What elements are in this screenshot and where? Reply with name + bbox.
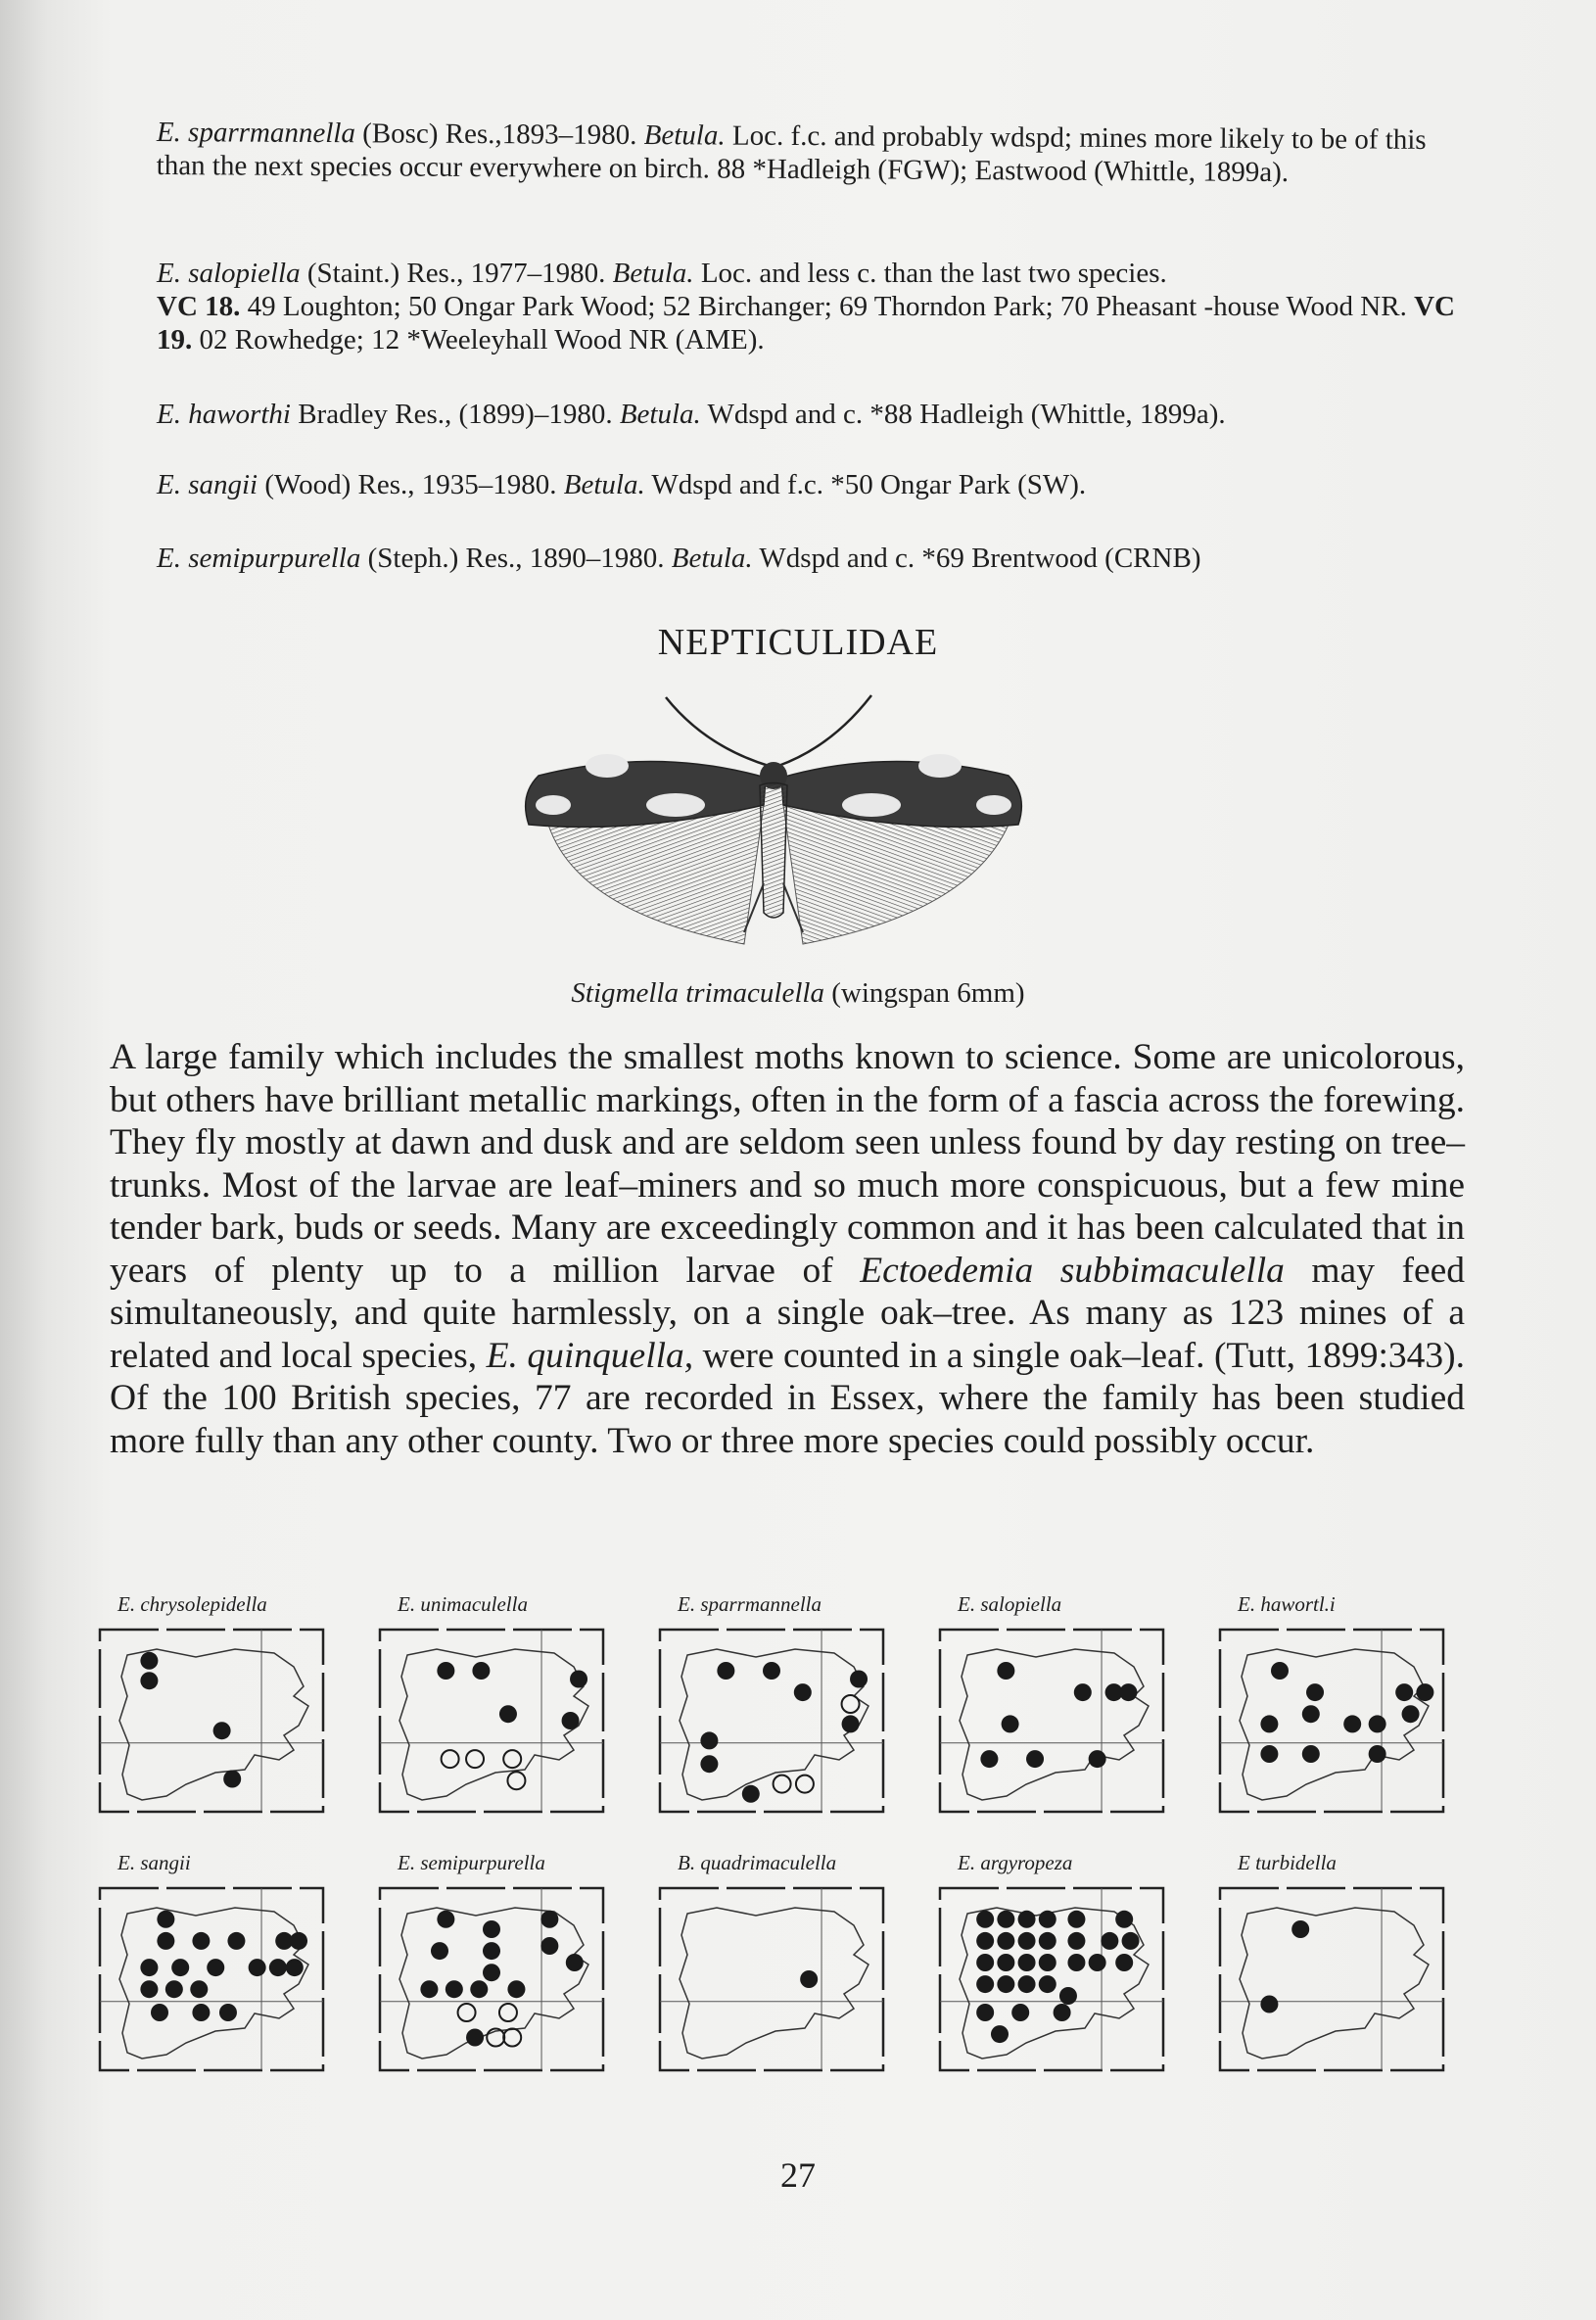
figure-caption (0, 977, 1596, 1010)
record-dot-filled (213, 1722, 231, 1739)
record-dot-filled (976, 2004, 994, 2021)
essex-map (1218, 1628, 1445, 1814)
record-dot-filled (1054, 2004, 1071, 2021)
foodplant: Betula. (643, 119, 726, 152)
map-label: B. quadrimaculella (678, 1851, 837, 1874)
record-dot-filled (223, 1771, 241, 1788)
foodplant: Betula. (619, 399, 701, 430)
record-dot-open (774, 1776, 791, 1793)
record-dot-filled (997, 1932, 1014, 1950)
record-dot-filled (1074, 1683, 1092, 1701)
record-dot-filled (570, 1671, 587, 1688)
county-outline (1240, 1908, 1429, 2059)
record-dot-filled (1302, 1745, 1320, 1763)
vc18-label: VC 18. (157, 291, 241, 322)
record-dot-filled (190, 1980, 208, 1998)
record-dot-filled (850, 1671, 868, 1688)
record-dot-filled (763, 1662, 780, 1680)
distribution-map (98, 1592, 333, 1837)
record-dot-filled (151, 2004, 168, 2021)
record-dot-filled (1018, 1932, 1036, 1950)
caption-species: Stigmella trimaculella (571, 977, 824, 1009)
record-dot-filled (446, 1980, 463, 1998)
entry-text: Bradley Res., (1899)–1980. (290, 399, 620, 430)
species-name: E. haworthi (157, 399, 291, 430)
moth-illustration (460, 687, 1087, 981)
record-dot-filled (470, 1980, 488, 1998)
record-dot-filled (742, 1785, 760, 1803)
record-dot-filled (1039, 1954, 1056, 1971)
record-dot-filled (1395, 1683, 1413, 1701)
foodplant: Betula. (563, 469, 645, 500)
county-outline (680, 1908, 868, 2059)
essex-map (98, 1886, 325, 2072)
entry-rest: Loc. f.c. and probably wdspd; mines more likely to be of this than the next species occur everywhere on birch. 88 *Hadleigh (FGW); Eastwood (Whittle, 1899a). (156, 119, 1427, 189)
record-dot-filled (976, 1954, 994, 1971)
map-frame (100, 1630, 323, 1812)
record-dot-filled (1067, 1932, 1085, 1950)
record-dot-filled (1302, 1705, 1320, 1723)
record-dot-filled (483, 1942, 500, 1960)
caption-text: (wingspan 6mm) (823, 977, 1025, 1009)
record-dot-open (507, 1772, 525, 1789)
record-dot-filled (249, 1959, 266, 1976)
record-dot-filled (290, 1932, 307, 1950)
distribution-map (938, 1592, 1173, 1837)
record-dot-filled (1067, 1911, 1085, 1928)
intro-text-3: were counted in a single oak–leaf. (Tutt, 1899:343). Of the 100 British species, 77 are recorded in Essex, where the family has been studied more fully than any other county. Two or three more species could possibly occur. (110, 1335, 1465, 1461)
record-dot-filled (192, 2004, 210, 2021)
record-dot-filled (997, 1911, 1014, 1928)
record-dot-filled (1039, 1975, 1056, 1993)
entry-rest: Wdspd and c. *69 Brentwood (CRNB) (752, 543, 1201, 574)
record-dot-open (499, 2004, 517, 2021)
record-dot-filled (1002, 1715, 1019, 1732)
county-outline (119, 1649, 308, 1800)
record-dot-filled (207, 1959, 224, 1976)
entry-text: (Bosc) Res.,1893–1980. (354, 118, 644, 152)
record-dot-filled (991, 2025, 1009, 2043)
species-name: E. sparrmannella (156, 116, 355, 150)
map-label: E. semipurpurella (398, 1851, 545, 1874)
record-dot-filled (1067, 1954, 1085, 1971)
vc19-label: VC 19. (157, 291, 1455, 355)
record-dot-filled (980, 1750, 998, 1768)
record-dot-filled (140, 1980, 158, 1998)
record-dot-filled (1101, 1932, 1118, 1950)
record-dot-filled (466, 2029, 484, 2047)
page-number: 27 (780, 2155, 816, 2195)
record-dot-filled (1115, 1911, 1133, 1928)
record-dot-filled (1260, 1996, 1278, 2013)
record-dot-filled (171, 1959, 189, 1976)
record-dot-filled (1260, 1745, 1278, 1763)
record-dot-filled (227, 1932, 245, 1950)
record-dot-filled (140, 1672, 158, 1689)
distribution-map (938, 1851, 1173, 2096)
record-dot-open (796, 1776, 814, 1793)
record-dot-open (458, 2004, 476, 2021)
entry-text: (Steph.) Res., 1890–1980. (360, 543, 672, 574)
record-dot-filled (794, 1683, 812, 1701)
record-dot-filled (140, 1652, 158, 1670)
essex-map (378, 1886, 605, 2072)
record-dot-filled (1306, 1683, 1324, 1701)
distribution-map (658, 1851, 893, 2096)
record-dot-filled (997, 1975, 1014, 1993)
entry-rest: Loc. and less c. than the last two species. (693, 258, 1167, 289)
record-dot-filled (472, 1662, 490, 1680)
map-label: E. hawortl.i (1238, 1592, 1336, 1616)
distribution-map (658, 1592, 893, 1837)
distribution-map (1218, 1851, 1453, 2096)
record-dot-filled (1059, 1987, 1077, 2005)
family-heading: NEPTICULIDAE (657, 622, 939, 663)
record-dot-filled (800, 1970, 818, 1988)
foodplant: Betula. (612, 258, 694, 289)
map-label: E turbidella (1238, 1851, 1337, 1874)
essex-map (658, 1628, 885, 1814)
record-dot-filled (1039, 1932, 1056, 1950)
species-name: E. semipurpurella (157, 543, 361, 574)
intro-text-2: may feed simultaneously, and quite harmlessly, on a single oak–tree. As many as 123 mines of a related and local species, (110, 1250, 1465, 1376)
record-dot-filled (717, 1662, 734, 1680)
distribution-map (378, 1851, 613, 2096)
record-dot-filled (157, 1911, 174, 1928)
entry-sangii (157, 468, 1469, 501)
essex-map (658, 1886, 885, 2072)
record-dot-open (842, 1695, 860, 1713)
county-outline (960, 1649, 1149, 1800)
entry-semipurpurella (157, 542, 1469, 575)
record-dot-open (503, 2029, 521, 2047)
record-dot-filled (1089, 1750, 1106, 1768)
intro-paragraph (110, 1036, 1465, 1462)
record-dot-filled (1416, 1683, 1433, 1701)
record-dot-filled (165, 1980, 183, 1998)
record-dot-filled (976, 1932, 994, 1950)
intro-species-2: E. quinquella, (486, 1335, 694, 1376)
map-label: E. unimaculella (398, 1592, 528, 1616)
entry-text: (Staint.) Res., 1977–1980. (300, 258, 613, 289)
record-dot-filled (562, 1712, 580, 1729)
record-dot-filled (1011, 2004, 1029, 2021)
record-dot-filled (1369, 1715, 1386, 1732)
species-name: E. salopiella (157, 258, 301, 289)
record-dot-filled (842, 1715, 860, 1732)
record-dot-filled (1402, 1705, 1420, 1723)
record-dot-filled (140, 1959, 158, 1976)
essex-map (1218, 1886, 1445, 2072)
record-dot-filled (286, 1959, 304, 1976)
vc18-text: 49 Loughton; 50 Ongar Park Wood; 52 Birchanger; 69 Thorndon Park; 70 Pheasant -house Wood NR. (240, 291, 1415, 322)
record-dot-filled (1271, 1662, 1289, 1680)
map-frame (940, 1630, 1163, 1812)
species-name: E. sangii (157, 469, 258, 500)
record-dot-filled (700, 1731, 718, 1749)
entry-salopiella (157, 257, 1469, 356)
essex-map (938, 1628, 1165, 1814)
intro-text-1: A large family which includes the smallest moths known to science. Some are unicolorous, but others have brilliant metallic markings, often in the form of a fascia across the forewing. They fly mostly at dawn and dusk and are seldom seen unless found by day resting on tree–trunks. Most of the larvae are leaf–miners and so much more conspicuous, but a few mine tender bark, buds or seeds. Many are exceedingly common and it has been calculated that in years of plenty up to a million larvae of (110, 1037, 1465, 1291)
record-dot-filled (997, 1662, 1014, 1680)
record-dot-filled (540, 1911, 558, 1928)
essex-map (938, 1886, 1165, 2072)
record-dot-filled (507, 1980, 525, 1998)
map-label: E. sparrmannella (678, 1592, 821, 1616)
foodplant: Betula. (671, 543, 753, 574)
record-dot-filled (1018, 1911, 1036, 1928)
record-dot-filled (1089, 1954, 1106, 1971)
intro-species-1: Ectoedemia subbimaculella (860, 1250, 1285, 1291)
record-dot-filled (976, 1911, 994, 1928)
entry-rest: Wdspd and c. *88 Hadleigh (Whittle, 1899a). (700, 399, 1226, 430)
record-dot-filled (1343, 1715, 1361, 1732)
record-dot-filled (499, 1705, 517, 1723)
county-outline (399, 1649, 588, 1800)
record-dot-filled (483, 1964, 500, 1981)
record-dot-filled (437, 1662, 454, 1680)
record-dot-filled (431, 1942, 448, 1960)
distribution-map (98, 1851, 333, 2096)
record-dot-filled (219, 2004, 237, 2021)
record-dot-filled (1122, 1932, 1140, 1950)
entry-rest: Wdspd and f.c. *50 Ongar Park (SW). (644, 469, 1087, 500)
map-label: E. argyropeza (958, 1851, 1073, 1874)
distribution-map (1218, 1592, 1453, 1837)
map-label: E. salopiella (958, 1592, 1062, 1616)
map-frame (1220, 1888, 1443, 2070)
record-dot-open (466, 1750, 484, 1768)
record-dot-filled (1018, 1954, 1036, 1971)
record-dot-filled (1260, 1715, 1278, 1732)
entry-haworthi (157, 398, 1469, 431)
essex-map (98, 1628, 325, 1814)
distribution-map (378, 1592, 613, 1837)
record-dot-filled (483, 1920, 500, 1938)
map-frame (100, 1888, 323, 2070)
record-dot-filled (1026, 1750, 1044, 1768)
entry-text: (Wood) Res., 1935–1980. (258, 469, 564, 500)
vc19-text: 02 Rowhedge; 12 *Weeleyhall Wood NR (AME). (192, 324, 765, 355)
record-dot-filled (269, 1959, 287, 1976)
record-dot-filled (976, 1975, 994, 1993)
record-dot-filled (420, 1980, 438, 1998)
record-dot-filled (1369, 1745, 1386, 1763)
record-dot-filled (700, 1755, 718, 1773)
record-dot-filled (157, 1932, 174, 1950)
record-dot-filled (566, 1954, 584, 1971)
map-label: E. chrysolepidella (117, 1592, 267, 1616)
record-dot-filled (1039, 1911, 1056, 1928)
essex-map (378, 1628, 605, 1814)
record-dot-open (503, 1750, 521, 1768)
record-dot-open (442, 1750, 459, 1768)
record-dot-filled (1115, 1954, 1133, 1971)
record-dot-filled (1018, 1975, 1036, 1993)
map-label: E. sangii (117, 1851, 191, 1874)
record-dot-filled (997, 1954, 1014, 1971)
entry-sparrmannella (157, 116, 1469, 190)
map-frame (660, 1888, 883, 2070)
record-dot-filled (540, 1937, 558, 1955)
record-dot-filled (1291, 1920, 1309, 1938)
record-dot-filled (437, 1911, 454, 1928)
record-dot-filled (192, 1932, 210, 1950)
record-dot-filled (1119, 1683, 1137, 1701)
